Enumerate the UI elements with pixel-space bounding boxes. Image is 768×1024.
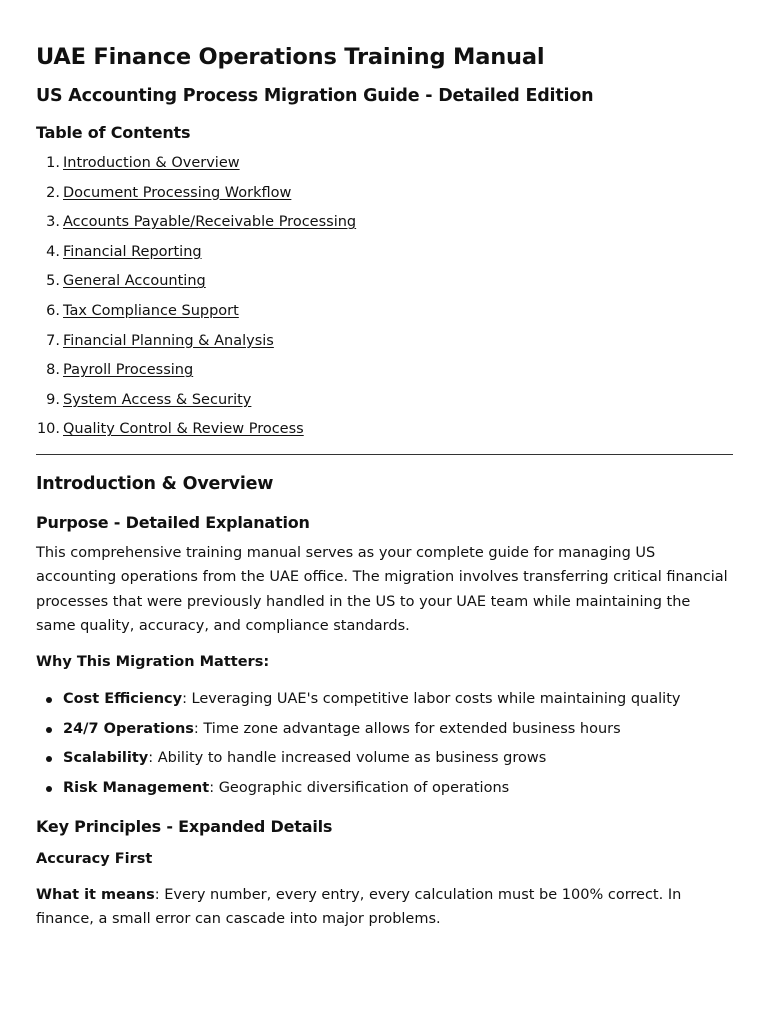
bullet-desc: : Leveraging UAE's competitive labor costs while maintaining quality (182, 691, 681, 708)
list-item (36, 685, 733, 715)
bullet-icon (46, 786, 52, 792)
toc-item (36, 238, 733, 268)
purpose-paragraph: This comprehensive training manual serves as your complete guide for managing US accounting operations from the UAE office. The migration involves transferring critical financial processes that were previously handled in the US to your UAE team while maintaining the same quality, accuracy, and compliance standards. (36, 544, 728, 634)
list-item (36, 774, 733, 804)
toc-item-number: 9. (46, 391, 60, 408)
toc-item-number: 2. (46, 184, 60, 201)
toc-link-financial-reporting[interactable]: Financial Reporting (63, 243, 202, 260)
what-it-means-paragraph (36, 883, 733, 932)
toc-item (36, 356, 733, 386)
toc-link-payroll[interactable]: Payroll Processing (63, 362, 194, 379)
intro-heading: Introduction & Overview (36, 473, 274, 494)
toc-heading: Table of Contents (36, 123, 191, 142)
toc-item-number: 5. (46, 273, 60, 290)
bullet-term: Cost Efficiency (63, 691, 183, 708)
toc-link-document-processing[interactable]: Document Processing Workflow (63, 184, 292, 201)
toc-item (36, 386, 733, 416)
toc-item (36, 327, 733, 357)
bullet-term: Risk Management (63, 779, 210, 796)
toc-item-number: 10. (36, 421, 60, 438)
document-title: UAE Finance Operations Training Manual (36, 44, 545, 70)
toc-item-number: 3. (46, 214, 60, 231)
list-item (36, 744, 733, 774)
principles-heading: Key Principles - Expanded Details (36, 816, 333, 836)
toc-item (36, 297, 733, 327)
bullet-icon (46, 727, 52, 733)
toc-link-ap-ar[interactable]: Accounts Payable/Receivable Processing (63, 214, 357, 231)
toc-link-system-access[interactable]: System Access & Security (63, 391, 252, 408)
bullet-term: Scalability (63, 750, 149, 767)
toc-item-number: 4. (46, 243, 60, 260)
toc-item-number: 7. (46, 332, 60, 349)
toc-item (36, 415, 733, 445)
bullet-desc: : Geographic diversification of operations (209, 779, 510, 796)
toc-item (36, 179, 733, 209)
table-of-contents (36, 149, 733, 445)
toc-item (36, 149, 733, 179)
why-list (36, 685, 733, 803)
toc-link-quality-control[interactable]: Quality Control & Review Process (63, 421, 304, 438)
toc-link-tax-compliance[interactable]: Tax Compliance Support (63, 302, 239, 319)
what-it-means-label: What it means (36, 886, 155, 903)
toc-link-introduction[interactable]: Introduction & Overview (63, 155, 240, 171)
toc-link-general-accounting[interactable]: General Accounting (63, 273, 206, 290)
what-it-means-text: : Every number, every entry, every calculation must be 100% correct. In finance, a small error can cascade into major problems. (36, 886, 682, 927)
toc-link-fpa[interactable]: Financial Planning & Analysis (63, 332, 274, 349)
toc-item-number: 1. (46, 155, 60, 171)
document-subtitle: US Accounting Process Migration Guide - Detailed Edition (36, 86, 594, 106)
accuracy-heading: Accuracy First (36, 850, 153, 867)
bullet-icon (46, 697, 52, 703)
bullet-desc: : Time zone advantage allows for extended business hours (193, 720, 621, 737)
why-heading: Why This Migration Matters: (36, 654, 270, 671)
toc-item-number: 8. (46, 362, 60, 379)
purpose-heading: Purpose - Detailed Explanation (36, 512, 310, 532)
toc-item-number: 6. (46, 302, 60, 319)
list-item (36, 715, 733, 745)
toc-item (36, 267, 733, 297)
toc-item (36, 208, 733, 238)
bullet-desc: : Ability to handle increased volume as business grows (148, 750, 547, 767)
bullet-term: 24/7 Operations (63, 720, 194, 737)
bullet-icon (46, 756, 52, 762)
section-divider (36, 454, 733, 455)
